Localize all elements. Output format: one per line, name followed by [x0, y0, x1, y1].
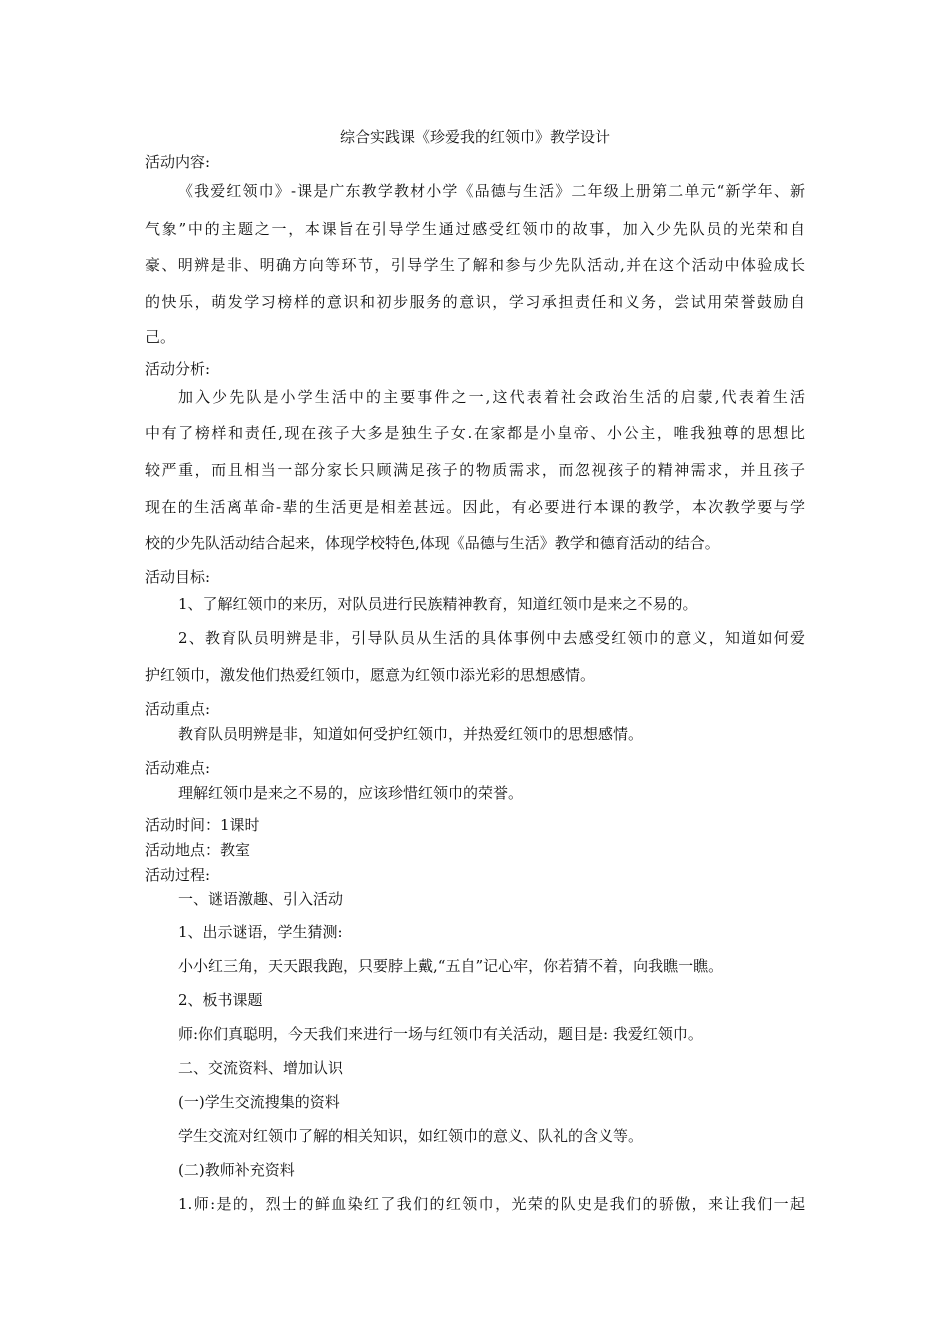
- process-line: (一)学生交流搜集的资料: [178, 1093, 340, 1111]
- goal-item-2: 2、教育队员明辨是非，引导队员从生活的具体事例中去感受红领巾的意义，知道如何爱: [178, 629, 805, 647]
- process-line: 小小红三角，天天跟我跑，只要脖上戴,“五自”记心牢，你若猜不着，向我瞧一瞧。: [178, 957, 724, 975]
- section-heading-goals: 活动目标:: [145, 568, 211, 586]
- process-line: 一、谜语激趣、引入活动: [178, 890, 344, 908]
- process-line: 2、板书课题: [178, 991, 263, 1009]
- process-line: 师:你们真聪明，今天我们来进行一场与红领巾有关活动，题目是: 我爱红领巾。: [178, 1025, 703, 1043]
- paragraph-line: 中有了榜样和责任,现在孩子大多是独生子女.在家都是小皇帝、小公主，唯我独尊的思想比: [145, 424, 805, 442]
- section-heading-analysis: 活动分析:: [145, 360, 211, 378]
- process-line: (二)教师补充资料: [178, 1161, 295, 1179]
- paragraph-line: 现在的生活离革命-辈的生活更是相差甚远。因此，有必要进行本课的教学，本次教学要与学: [145, 498, 805, 516]
- paragraph-line: 气象”中的主题之一，本课旨在引导学生通过感受红领巾的故事，加入少先队员的光荣和自: [145, 220, 805, 238]
- paragraph-line: 校的少先队活动结合起来，体现学校特色,体现《品德与生活》教学和德育活动的结合。: [145, 534, 720, 552]
- document-title: 综合实践课《珍爱我的红领巾》教学设计: [339, 128, 610, 146]
- activity-place: 活动地点：教室: [145, 841, 251, 859]
- section-heading-content: 活动内容:: [145, 153, 211, 171]
- process-line: 1、出示谜语，学生猜测:: [178, 923, 343, 941]
- section-heading-difficulty: 活动难点:: [145, 759, 211, 777]
- paragraph-line: 的快乐，萌发学习榜样的意识和初步服务的意识，学习承担责任和义务，尝试用荣誉鼓励自: [145, 293, 805, 311]
- goal-item-2-continued: 护红领巾，激发他们热爱红领巾，愿意为红领巾添光彩的思想感情。: [145, 666, 596, 684]
- paragraph-line: 较严重，而且相当一部分家长只顾满足孩子的物质需求，而忽视孩子的精神需求，并且孩子: [145, 461, 805, 479]
- section-heading-process: 活动过程:: [145, 866, 211, 884]
- difficulty-text: 理解红领巾是来之不易的，应该珍惜红领巾的荣誉。: [178, 784, 524, 802]
- focus-text: 教育队员明辨是非，知道如何受护红领巾，并热爱红领巾的思想感情。: [178, 725, 644, 743]
- section-heading-focus: 活动重点:: [145, 700, 211, 718]
- goal-item-1: 1、了解红领巾的来历，对队员进行民族精神教育，知道红领巾是来之不易的。: [178, 595, 698, 613]
- paragraph-line: 豪、明辨是非、明确方向等环节，引导学生了解和参与少先队活动,并在这个活动中体验成长: [145, 256, 805, 274]
- activity-time: 活动时间：1课时: [145, 816, 260, 834]
- process-line: 二、交流资料、增加认识: [178, 1059, 344, 1077]
- paragraph-line: 加入少先队是小学生活中的主要事件之一,这代表着社会政治生活的启蒙,代表着生活: [178, 388, 805, 406]
- paragraph-line: 《我爱红领巾》-课是广东教学教材小学《品德与生活》二年级上册第二单元“新学年、新: [178, 182, 805, 200]
- process-line: 学生交流对红领巾了解的相关知识，如红领巾的意义、队礼的含义等。: [178, 1127, 644, 1145]
- paragraph-line: 己。: [145, 328, 176, 346]
- process-line: 1.师:是的，烈士的鲜血染红了我们的红领巾，光荣的队史是我们的骄傲，来让我们一起: [178, 1195, 805, 1213]
